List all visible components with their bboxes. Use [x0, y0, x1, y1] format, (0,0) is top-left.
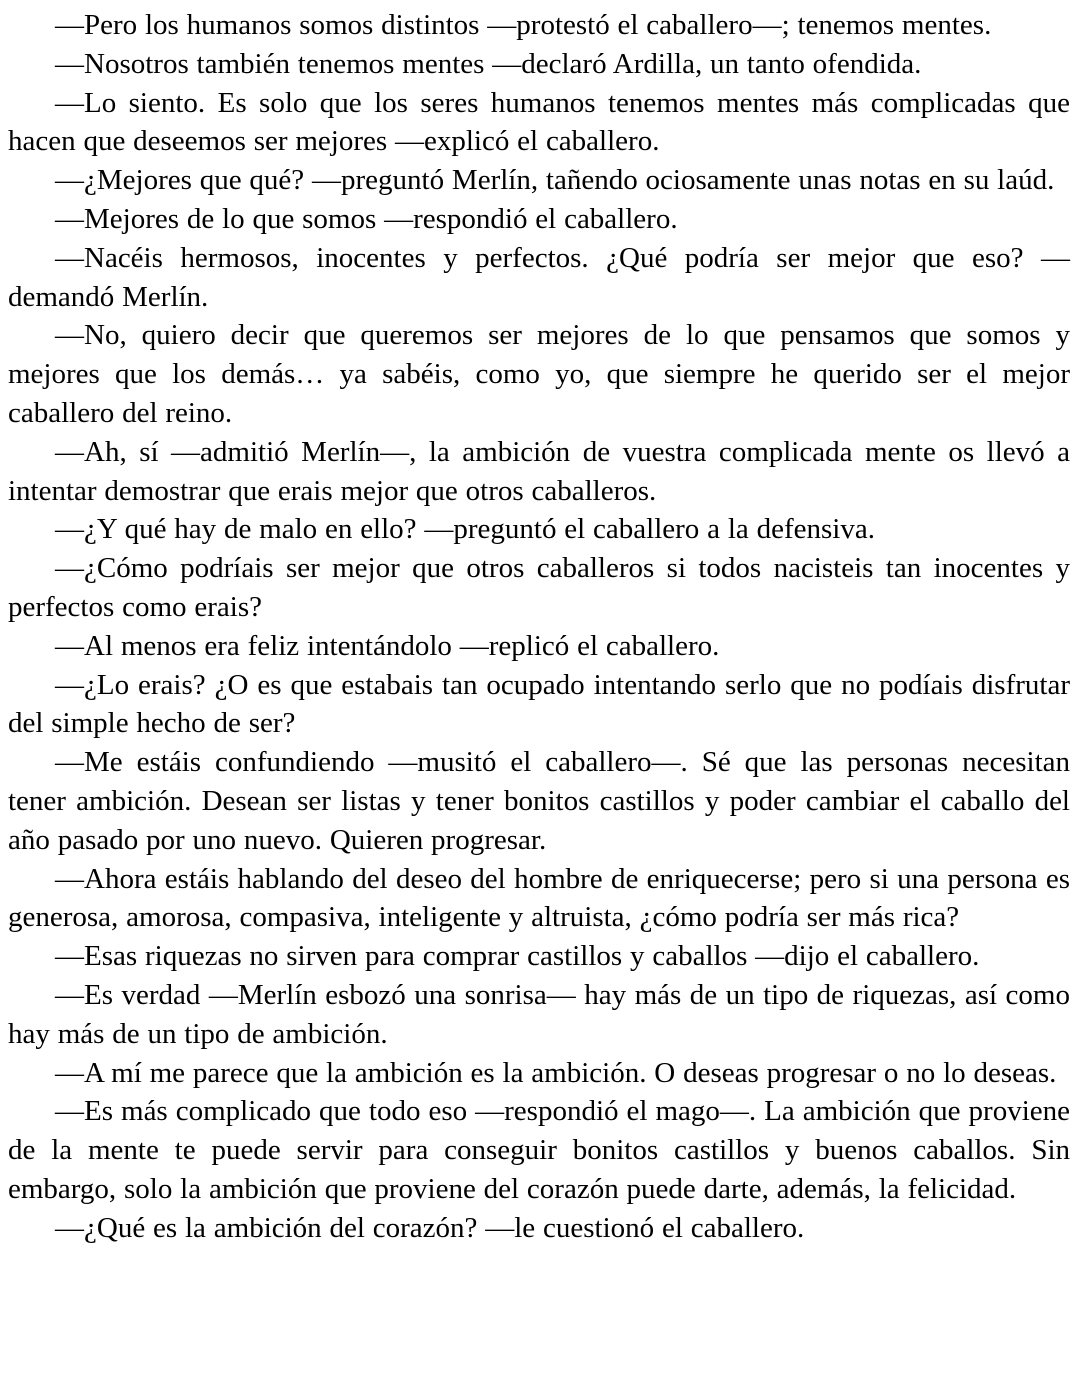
paragraph: —¿Lo erais? ¿O es que estabais tan ocupado intentando serlo que no podíais disfrutar del simple hecho de ser? — [8, 668, 1070, 740]
paragraph: —A mí me parece que la ambición es la ambición. O deseas progresar o no lo deseas. — [55, 1056, 1057, 1089]
paragraph: —No, quiero decir que queremos ser mejores de lo que pensamos que somos y mejores que los demás… ya sabéis, como yo, que siempre he querido ser el mejor caballero del reino. — [8, 319, 1070, 429]
paragraph: —Ahora estáis hablando del deseo del hombre de enriquecerse; pero si una persona es generosa, amorosa, compasiva, inteligente y altruista, ¿cómo podría ser más rica? — [8, 862, 1070, 934]
paragraph: —Es verdad —Merlín esbozó una sonrisa— hay más de un tipo de riquezas, así como hay más de un tipo de ambición. — [8, 978, 1070, 1050]
paragraph: —Esas riquezas no sirven para comprar castillos y caballos —dijo el caballero. — [55, 940, 980, 973]
paragraph: —Nosotros también tenemos mentes —declaró Ardilla, un tanto ofendida. — [55, 47, 922, 80]
paragraph: —¿Cómo podríais ser mejor que otros caballeros si todos nacisteis tan inocentes y perfectos como erais? — [8, 552, 1070, 623]
paragraph: —Ah, sí —admitió Merlín—, la ambición de vuestra complicada mente os llevó a intentar demostrar que erais mejor que otros caballeros. — [8, 435, 1070, 507]
paragraph: —Mejores de lo que somos —respondió el caballero. — [55, 202, 678, 235]
paragraph: —Lo siento. Es solo que los seres humanos tenemos mentes más complicadas que hacen que deseemos ser mejores —explicó el caballero. — [8, 86, 1070, 158]
paragraph: —Nacéis hermosos, inocentes y perfectos. ¿Qué podría ser mejor que eso? —demandó Merlín. — [8, 241, 1070, 313]
paragraph: —Pero los humanos somos distintos —protestó el caballero—; tenemos mentes. — [55, 9, 992, 41]
paragraph: —Al menos era feliz intentándolo —replicó el caballero. — [55, 629, 720, 662]
paragraph: —Es más complicado que todo eso —respondió el mago—. La ambición que proviene de la mente te puede servir para conseguir bonitos castillos y buenos caballos. Sin embargo, solo la ambición que proviene del corazón puede darte, además, la felicidad. — [8, 1095, 1070, 1205]
paragraph: —¿Y qué hay de malo en ello? —preguntó el caballero a la defensiva. — [55, 513, 875, 546]
page-text — [8, 6, 1070, 1248]
paragraph: —¿Qué es la ambición del corazón? —le cuestionó el caballero. — [55, 1211, 805, 1244]
paragraph: —Me estáis confundiendo —musitó el caballero—. Sé que las personas necesitan tener ambición. Desean ser listas y tener bonitos castillos y poder cambiar el caballo del año pasado por uno nuevo. Quieren progresar. — [8, 746, 1070, 856]
paragraph: —¿Mejores que qué? —preguntó Merlín, tañendo ociosamente unas notas en su laúd. — [55, 164, 1055, 197]
